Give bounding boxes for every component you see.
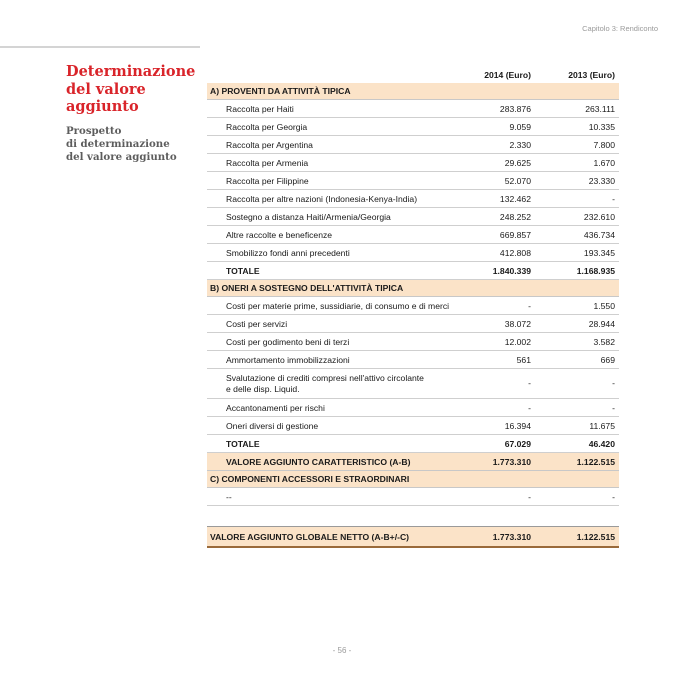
total-b-2013: 46.420 bbox=[535, 435, 619, 453]
row-a-value-2013: 10.335 bbox=[535, 118, 619, 136]
row-a-value-2013: 1.670 bbox=[535, 154, 619, 172]
row-a-value-2013: 193.345 bbox=[535, 244, 619, 262]
table-row bbox=[207, 333, 619, 351]
row-b-value-2014: 12.002 bbox=[451, 333, 535, 351]
valore-globale-2014: 1.773.310 bbox=[451, 527, 535, 548]
valore-caratteristico-label: VALORE AGGIUNTO CARATTERISTICO (A-B) bbox=[207, 453, 451, 471]
section-b-title: B) ONERI A SOSTEGNO DELL'ATTIVITÀ TIPICA bbox=[207, 280, 619, 297]
page-subtitle: Prospetto di determinazione del valore aggiunto bbox=[66, 124, 177, 163]
table-row bbox=[207, 190, 619, 208]
valore-globale-2013: 1.122.515 bbox=[535, 527, 619, 548]
total-a-2014: 1.840.339 bbox=[451, 262, 535, 280]
row-a-label: Raccolta per Haiti bbox=[207, 100, 451, 118]
section-c-header bbox=[207, 471, 619, 488]
total-a-2013: 1.168.935 bbox=[535, 262, 619, 280]
row-b-value-2013: 11.675 bbox=[535, 417, 619, 435]
row-a-value-2014: 132.462 bbox=[451, 190, 535, 208]
row-b-value-2014: - bbox=[451, 399, 535, 417]
row-a-value-2013: 436.734 bbox=[535, 226, 619, 244]
table-row bbox=[207, 154, 619, 172]
spacer-cell bbox=[207, 506, 619, 527]
row-b-label: Oneri diversi di gestione bbox=[207, 417, 451, 435]
row-a-label: Raccolta per Georgia bbox=[207, 118, 451, 136]
section-a-header bbox=[207, 83, 619, 100]
row-a-value-2013: 23.330 bbox=[535, 172, 619, 190]
header-divider bbox=[0, 46, 200, 48]
row-b-value-2013: - bbox=[535, 369, 619, 399]
valore-caratteristico-2014: 1.773.310 bbox=[451, 453, 535, 471]
row-a-label: Altre raccolte e beneficenze bbox=[207, 226, 451, 244]
chapter-header: Capitolo 3: Rendiconto bbox=[582, 24, 658, 33]
row-a-value-2014: 29.625 bbox=[451, 154, 535, 172]
table-row bbox=[207, 297, 619, 315]
row-b-value-2013: - bbox=[535, 399, 619, 417]
section-b-header bbox=[207, 280, 619, 297]
row-a-value-2013: 263.111 bbox=[535, 100, 619, 118]
total-b-2014: 67.029 bbox=[451, 435, 535, 453]
row-b-value-2014: - bbox=[451, 369, 535, 399]
row-a-value-2014: 52.070 bbox=[451, 172, 535, 190]
page-number: - 56 - bbox=[332, 646, 352, 655]
row-a-label: Sostegno a distanza Haiti/Armenia/Georgia bbox=[207, 208, 451, 226]
row-a-label: Raccolta per Argentina bbox=[207, 136, 451, 154]
row-a-value-2013: 7.800 bbox=[535, 136, 619, 154]
row-b-value-2013: 3.582 bbox=[535, 333, 619, 351]
valore-aggiunto-table bbox=[207, 67, 619, 548]
total-b-row bbox=[207, 435, 619, 453]
row-a-value-2013: - bbox=[535, 190, 619, 208]
row-b-value-2014: 16.394 bbox=[451, 417, 535, 435]
row-a-value-2014: 283.876 bbox=[451, 100, 535, 118]
table-row bbox=[207, 488, 619, 506]
row-b-label: Costi per godimento beni di terzi bbox=[207, 333, 451, 351]
table-row bbox=[207, 351, 619, 369]
row-b-value-2014: 561 bbox=[451, 351, 535, 369]
row-b-label: Ammortamento immobilizzazioni bbox=[207, 351, 451, 369]
row-a-value-2014: 2.330 bbox=[451, 136, 535, 154]
row-a-label: Raccolta per altre nazioni (Indonesia-Kenya-India) bbox=[207, 190, 451, 208]
row-a-label: Raccolta per Armenia bbox=[207, 154, 451, 172]
row-b-label: Svalutazione di crediti compresi nell'attivo circolante e delle disp. Liquid. bbox=[207, 369, 451, 399]
table-row bbox=[207, 226, 619, 244]
header-empty-cell bbox=[207, 67, 451, 83]
page-title: Determinazione del valore aggiunto bbox=[66, 63, 196, 115]
left-column bbox=[66, 63, 206, 164]
spacer-row bbox=[207, 506, 619, 527]
row-a-label: Raccolta per Filippine bbox=[207, 172, 451, 190]
valore-globale-row bbox=[207, 527, 619, 548]
row-a-value-2014: 412.808 bbox=[451, 244, 535, 262]
row-a-value-2014: 248.252 bbox=[451, 208, 535, 226]
valore-caratteristico-2013: 1.122.515 bbox=[535, 453, 619, 471]
row-b-label: Costi per materie prime, sussidiarie, di consumo e di merci bbox=[207, 297, 451, 315]
valore-caratteristico-row bbox=[207, 453, 619, 471]
row-c-label: -- bbox=[207, 488, 451, 506]
table-row bbox=[207, 172, 619, 190]
total-a-label: TOTALE bbox=[207, 262, 451, 280]
table-row bbox=[207, 369, 619, 399]
table-row bbox=[207, 208, 619, 226]
row-a-value-2014: 9.059 bbox=[451, 118, 535, 136]
row-b-label: Costi per servizi bbox=[207, 315, 451, 333]
section-a-title: A) PROVENTI DA ATTIVITÀ TIPICA bbox=[207, 83, 619, 100]
row-a-label: Smobilizzo fondi anni precedenti bbox=[207, 244, 451, 262]
total-b-label: TOTALE bbox=[207, 435, 451, 453]
row-b-label: Accantonamenti per rischi bbox=[207, 399, 451, 417]
table-row bbox=[207, 399, 619, 417]
row-a-value-2013: 232.610 bbox=[535, 208, 619, 226]
table-row bbox=[207, 417, 619, 435]
table-header-row bbox=[207, 67, 619, 83]
column-header-2014: 2014 (Euro) bbox=[484, 70, 531, 80]
valore-globale-label: VALORE AGGIUNTO GLOBALE NETTO (A-B+/-C) bbox=[207, 527, 451, 548]
row-b-value-2014: 38.072 bbox=[451, 315, 535, 333]
column-header-2013: 2013 (Euro) bbox=[568, 70, 615, 80]
table-row bbox=[207, 118, 619, 136]
table-row bbox=[207, 315, 619, 333]
table-row bbox=[207, 136, 619, 154]
table-row bbox=[207, 100, 619, 118]
row-b-value-2014: - bbox=[451, 297, 535, 315]
total-a-row bbox=[207, 262, 619, 280]
section-c-title: C) COMPONENTI ACCESSORI E STRAORDINARI bbox=[207, 471, 619, 488]
row-a-value-2014: 669.857 bbox=[451, 226, 535, 244]
table-row bbox=[207, 244, 619, 262]
row-c-value-2014: - bbox=[451, 488, 535, 506]
row-c-value-2013: - bbox=[535, 488, 619, 506]
row-b-value-2013: 669 bbox=[535, 351, 619, 369]
row-b-value-2013: 1.550 bbox=[535, 297, 619, 315]
row-b-value-2013: 28.944 bbox=[535, 315, 619, 333]
